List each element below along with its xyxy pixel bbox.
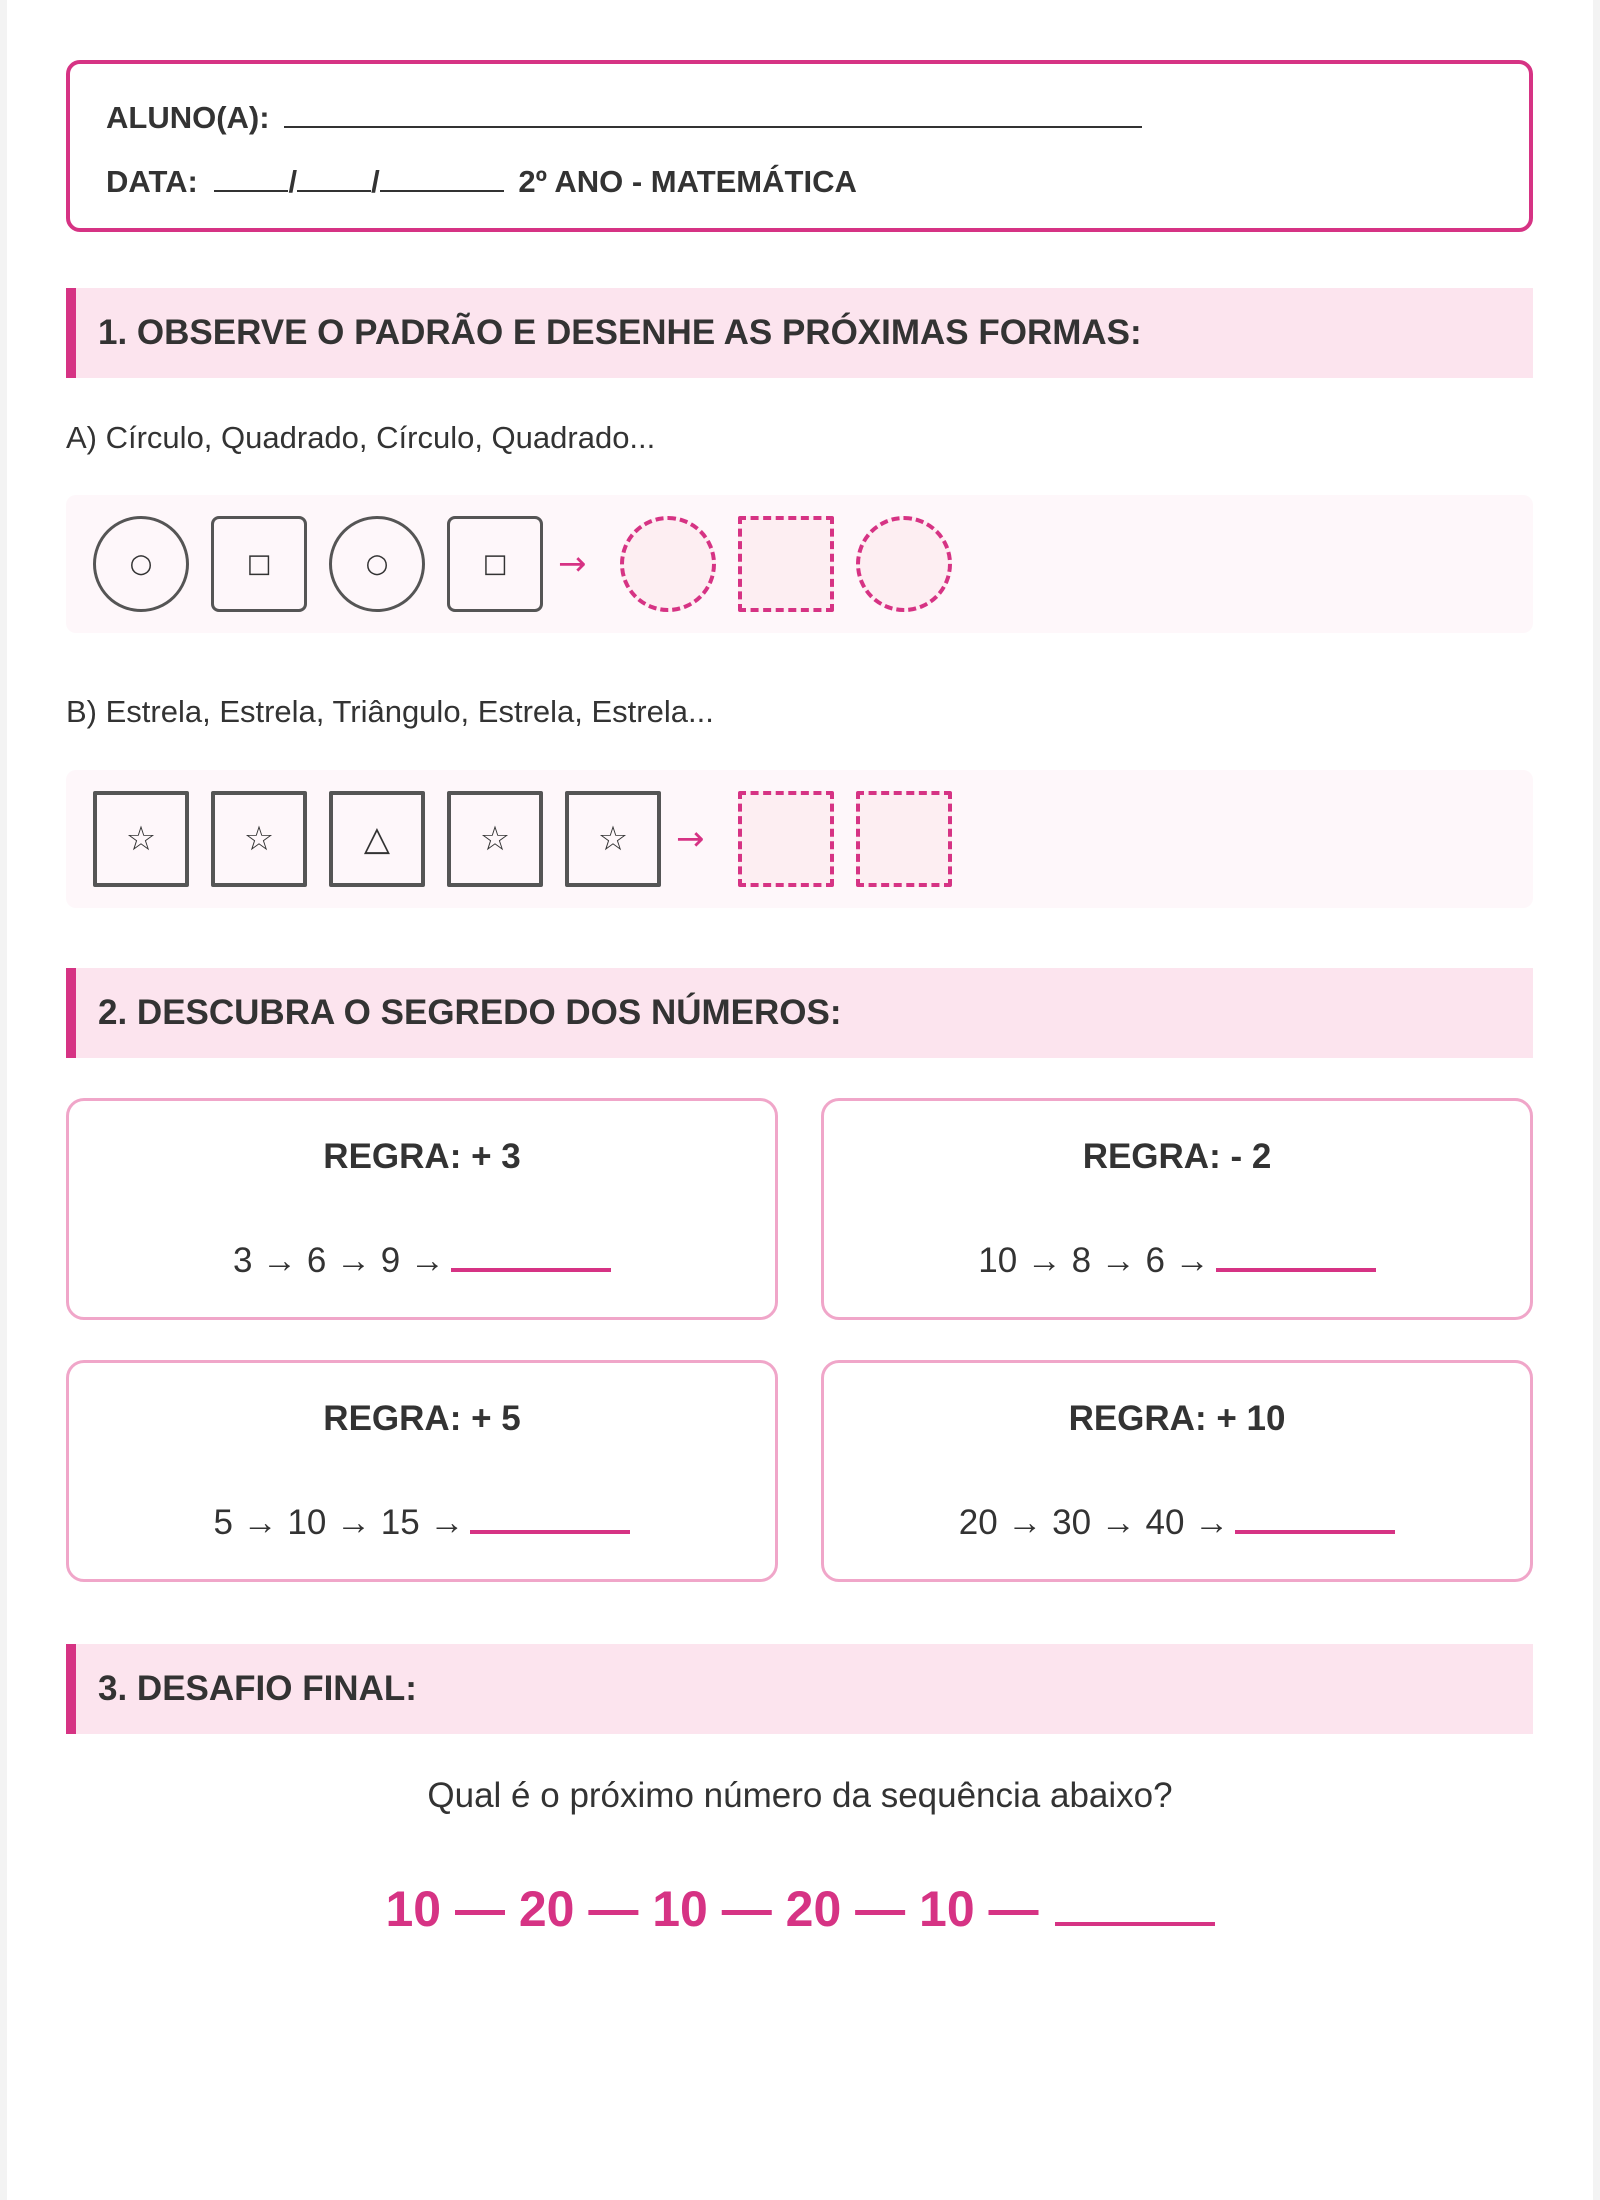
sequence-text: 3 → 6 → 9 → <box>232 1241 446 1280</box>
date-label: DATA: <box>106 164 198 199</box>
circle-icon: ○ <box>129 549 153 579</box>
part-b-prompt: B) Estrela, Estrela, Triângulo, Estrela, Estrela... <box>66 694 714 729</box>
sequence-text: 10 → 8 → 6 → <box>978 1241 1210 1280</box>
star-shape <box>93 791 189 887</box>
final-question: Qual é o próximo número da sequência abaixo? <box>427 1776 1173 1815</box>
number-sequence <box>69 1500 775 1543</box>
answer-blank[interactable] <box>451 1238 611 1272</box>
final-sequence <box>0 1880 1600 1938</box>
rule-card <box>66 1098 778 1320</box>
rule-label: REGRA: + 5 <box>323 1399 521 1438</box>
square-shape <box>211 516 307 612</box>
number-sequence <box>824 1238 1530 1281</box>
square-icon: □ <box>482 549 508 579</box>
section-2-title: 2. DESCUBRA O SEGREDO DOS NÚMEROS: <box>98 993 842 1032</box>
pattern-row-a <box>66 495 1533 633</box>
sequence-text: 5 → 10 → 15 → <box>213 1503 465 1542</box>
circle-shape <box>329 516 425 612</box>
circle-icon: ○ <box>365 549 389 579</box>
rule-label: REGRA: - 2 <box>1082 1137 1272 1176</box>
answer-square-slot[interactable] <box>738 516 834 612</box>
answer-blank[interactable] <box>470 1500 630 1534</box>
answer-blank[interactable] <box>1235 1500 1395 1534</box>
rule-card <box>821 1098 1533 1320</box>
sequence-text: 20 → 30 → 40 → <box>958 1503 1230 1542</box>
date-month-field[interactable] <box>297 162 371 192</box>
arrow-right-icon: → <box>676 819 705 859</box>
square-icon: □ <box>246 549 272 579</box>
triangle-icon: △ <box>363 819 391 859</box>
star-shape <box>447 791 543 887</box>
worksheet-page <box>7 0 1593 2200</box>
section-1-title: 1. OBSERVE O PADRÃO E DESENHE AS PRÓXIMAS FORMAS: <box>98 313 1142 352</box>
grade-subject: 2º ANO - MATEMÁTICA <box>518 164 857 199</box>
star-icon: ☆ <box>125 819 157 859</box>
answer-blank[interactable] <box>1216 1238 1376 1272</box>
section-2-header <box>66 968 1533 1058</box>
star-shape <box>211 791 307 887</box>
star-icon: ☆ <box>597 819 629 859</box>
rule-label: REGRA: + 10 <box>1068 1399 1286 1438</box>
date-line <box>106 162 857 200</box>
student-name-field[interactable] <box>284 98 1142 128</box>
section-3-header <box>66 1644 1533 1734</box>
date-day-field[interactable] <box>214 162 288 192</box>
number-sequence <box>824 1500 1530 1543</box>
final-answer-blank[interactable] <box>1055 1882 1215 1926</box>
circle-shape <box>93 516 189 612</box>
star-icon: ☆ <box>479 819 511 859</box>
section-1-header <box>66 288 1533 378</box>
rule-card <box>821 1360 1533 1582</box>
section-3-title: 3. DESAFIO FINAL: <box>98 1669 417 1708</box>
final-sequence-text: 10 — 20 — 10 — 20 — 10 — <box>385 1881 1039 1937</box>
part-a-prompt: A) Círculo, Quadrado, Círculo, Quadrado... <box>66 420 656 455</box>
star-shape <box>565 791 661 887</box>
answer-shape-slot[interactable] <box>738 791 834 887</box>
star-icon: ☆ <box>243 819 275 859</box>
rule-card <box>66 1360 778 1582</box>
date-separator: / <box>288 164 298 199</box>
answer-circle-slot[interactable] <box>620 516 716 612</box>
student-info-box <box>66 60 1533 232</box>
pattern-row-b <box>66 770 1533 908</box>
date-separator: / <box>371 164 380 199</box>
triangle-shape <box>329 791 425 887</box>
student-label: ALUNO(A): <box>106 100 270 135</box>
answer-circle-slot[interactable] <box>856 516 952 612</box>
answer-shape-slot[interactable] <box>856 791 952 887</box>
student-name-line <box>106 98 1142 136</box>
arrow-right-icon: → <box>558 544 587 584</box>
square-shape <box>447 516 543 612</box>
date-year-field[interactable] <box>380 162 504 192</box>
rule-label: REGRA: + 3 <box>323 1137 521 1176</box>
number-sequence <box>69 1238 775 1281</box>
